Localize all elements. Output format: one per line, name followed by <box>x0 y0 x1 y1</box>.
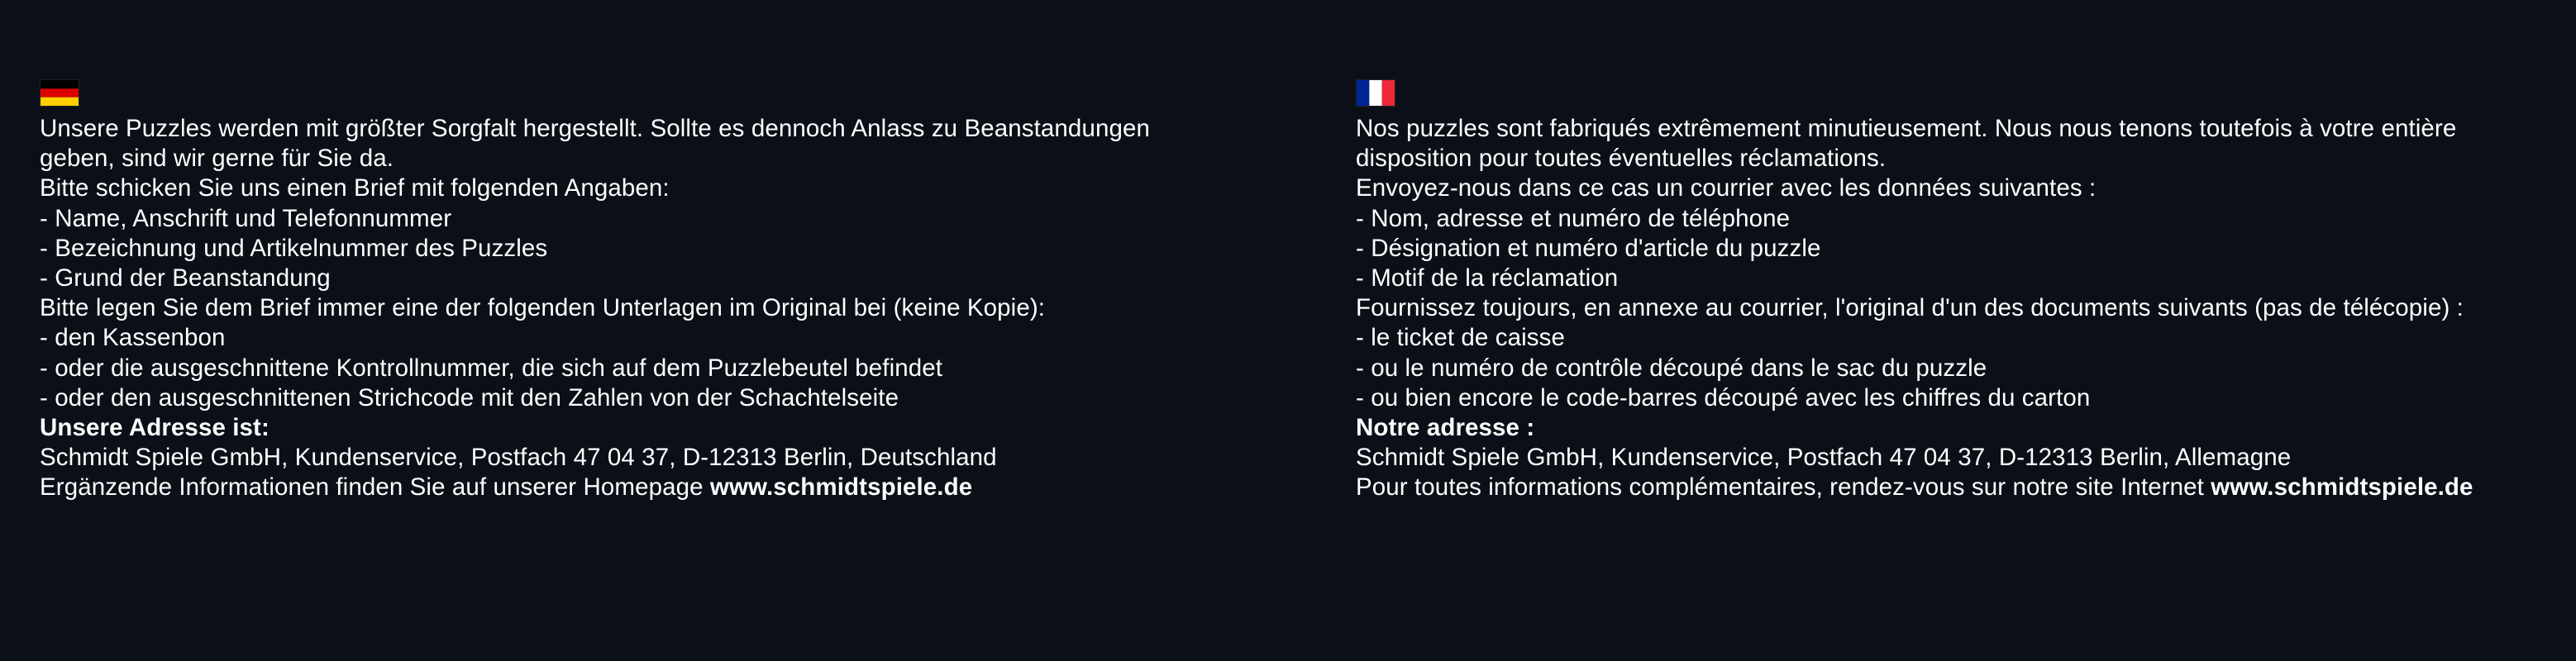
text-line: Bitte legen Sie dem Brief immer eine der folgenden Unterlagen im Original bei (keine Kopie): <box>40 294 1046 322</box>
french-flag-icon <box>1356 79 1395 107</box>
text-line: - oder die ausgeschnittene Kontrollnummer, die sich auf dem Puzzlebeutel befindet <box>40 354 943 382</box>
homepage-line-text: Ergänzende Informationen finden Sie auf unserer Homepage <box>40 473 710 502</box>
text-line: Envoyez-nous dans ce cas un courrier avec les données suivantes : <box>1356 174 2097 202</box>
text-line: - Motif de la réclamation <box>1356 264 1619 292</box>
german-flag-icon <box>40 79 79 107</box>
text-line: - le ticket de caisse <box>1356 324 1565 352</box>
text-line: - den Kassenbon <box>40 324 226 352</box>
text-line: - Bezeichnung und Artikelnummer des Puzzles <box>40 234 548 262</box>
text-line: disposition pour toutes éventuelles réclamations. <box>1356 145 1887 173</box>
text-line: - Désignation et numéro d'article du puzzle <box>1356 234 1821 262</box>
address-heading: Notre adresse : <box>1356 414 1535 442</box>
text-line: - ou le numéro de contrôle découpé dans le sac du puzzle <box>1356 354 1987 382</box>
text-line: Unsere Puzzles werden mit größter Sorgfalt hergestellt. Sollte es dennoch Anlass zu Beanstandungen <box>40 115 1150 142</box>
homepage-url[interactable]: www.schmidtspiele.de <box>709 473 973 502</box>
column-french <box>1339 0 2576 503</box>
column-german <box>0 0 1339 503</box>
text-line: - Name, Anschrift und Telefonnummer <box>40 204 452 232</box>
french-text-block <box>1356 114 2576 503</box>
text-line: - oder den ausgeschnittenen Strichcode mit den Zahlen von der Schachtelseite <box>40 383 899 411</box>
text-line: Nos puzzles sont fabriqués extrêmement minutieusement. Nous nous tenons toutefois à votre entière <box>1356 115 2457 142</box>
address-line: Schmidt Spiele GmbH, Kundenservice, Postfach 47 04 37, D-12313 Berlin, Allemagne <box>1356 444 2292 472</box>
homepage-line <box>40 473 1339 502</box>
homepage-line <box>1356 473 2576 502</box>
text-line: - ou bien encore le code-barres découpé avec les chiffres du carton <box>1356 383 2091 411</box>
text-line: Bitte schicken Sie uns einen Brief mit folgenden Angaben: <box>40 174 670 202</box>
text-line: - Nom, adresse et numéro de téléphone <box>1356 204 1791 232</box>
homepage-line-text: Pour toutes informations complémentaires, rendez-vous sur notre site Internet <box>1356 473 2211 502</box>
text-line: - Grund der Beanstandung <box>40 264 331 292</box>
address-heading: Unsere Adresse ist: <box>40 414 270 442</box>
homepage-url[interactable]: www.schmidtspiele.de <box>2211 473 2473 502</box>
german-text-block <box>40 114 1339 503</box>
text-line: Fournissez toujours, en annexe au courrier, l'original d'un des documents suivants (pas de télécopie) : <box>1356 294 2464 322</box>
text-line: geben, sind wir gerne für Sie da. <box>40 145 394 173</box>
address-line: Schmidt Spiele GmbH, Kundenservice, Postfach 47 04 37, D-12313 Berlin, Deutschland <box>40 444 997 472</box>
